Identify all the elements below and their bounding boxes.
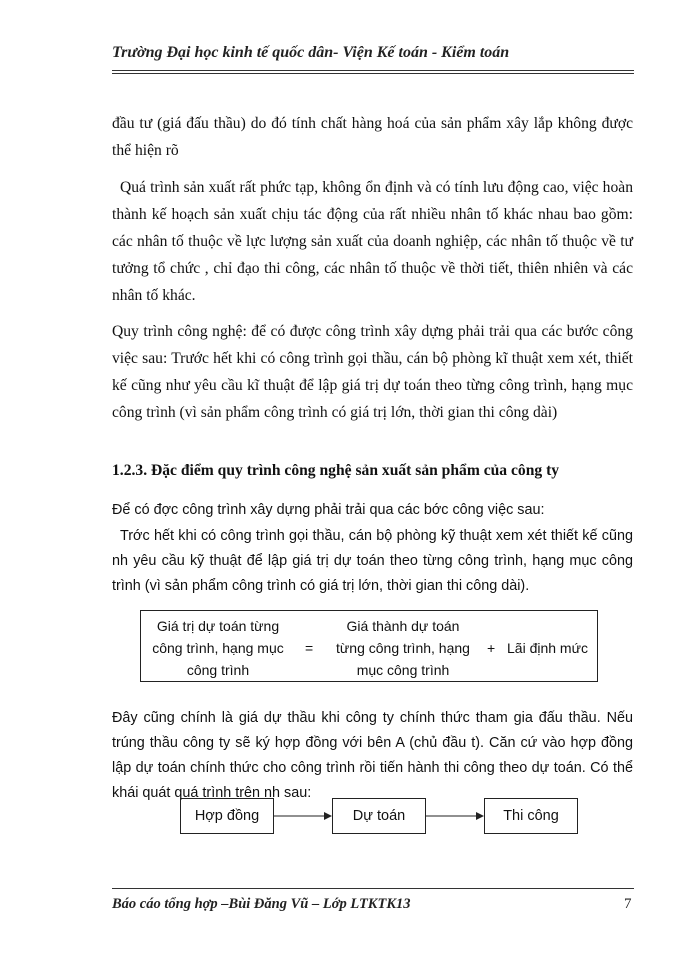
sans-paragraph-3: Đây cũng chính là giá dự thầu khi công ty chính thức tham gia đấu thầu. Nếu trúng thầu công ty sẽ ký hợp đồng với bên A (chủ đầu t). Căn cứ vào hợp đồng lập dự toán chính thức cho công trình rồi tiến hành thi công theo dự toán. Có thể khái quát quá trình trên nh sau:	[112, 710, 633, 801]
paragraph-2: Quá trình sản xuất rất phức tạp, không ổn định và có tính lưu động cao, việc hoàn thành kế hoạch sản xuất chịu tác động của rất nhiều nhân tố khác nhau bao gồm: các nhân tố thuộc về lực lượng sản xuất của doanh nghiệp, các nhân tố thuộc về tư tưởng tổ chức , chỉ đạo thi công, các nhân tố thuộc về thời tiết, thiên nhiên và các nhân tố khác.	[112, 179, 633, 304]
paragraph-3: Quy trình công nghệ: để có được công trình xây dựng phải trải qua các bước công việc sau: Trước hết khi có công trình gọi thầu, cán bộ phòng kĩ thuật xem xét, thiết kế cũng như yêu cầu kĩ thuật để lập giá trị dự toán theo từng công trình, hạng mục công trình (vì sản phẩm công trình có giá trị lớn, thời gian thi công dài)	[112, 323, 633, 421]
header-rule-bottom	[112, 73, 634, 74]
formula-term-2-line-2: từng công trình, hạng	[336, 640, 470, 656]
paragraph-1: đầu tư (giá đấu thầu) do đó tính chất hàng hoá của sản phẩm xây lắp không được thể hiện rõ	[112, 115, 633, 159]
formula-term-1	[143, 615, 293, 681]
page-header-title: Trường Đại học kinh tế quốc dân- Viện Kế toán - Kiểm toán	[112, 44, 510, 61]
cost-formula-box	[140, 610, 598, 682]
flow-step-contract: Hợp đồng	[180, 798, 274, 834]
formula-term-2	[325, 615, 481, 681]
flow-step-construction: Thi công	[484, 798, 578, 834]
formula-term-1-line-1: Giá trị dự toán từng	[156, 618, 280, 634]
flow-step-estimate: Dự toán	[332, 798, 426, 834]
formula-plus: +	[487, 640, 496, 656]
page-number: 7	[624, 896, 632, 912]
formula-term-2-line-1: Giá thành dự toán	[346, 618, 460, 634]
formula-term-1-line-2: công trình, hạng mục	[152, 640, 284, 656]
footer-rule	[112, 888, 634, 889]
sans-paragraph-1: Để có đợc công trình xây dựng phải trải qua các bớc công việc sau:	[112, 502, 545, 518]
formula-equals: =	[305, 640, 314, 656]
sans-paragraph-2: Trớc hết khi có công trình gọi thầu, cán bộ phòng kỹ thuật xem xét thiết kế cũng nh yêu cầu kỹ thuật để lập giá trị dự toán theo từng công trình, hạng mục công trình (vì sản phẩm công trình có giá trị lớn, thời gian thi công dài).	[112, 528, 633, 594]
section-heading: 1.2.3. Đặc điểm quy trình công nghệ sản xuất sản phẩm của công ty	[112, 462, 560, 479]
footer-text: Báo cáo tổng hợp –Bùi Đăng Vũ – Lớp LTKTK13	[112, 896, 411, 912]
formula-term-1-line-3: công trình	[186, 662, 250, 678]
formula-term-2-line-3: mục công trình	[356, 662, 450, 678]
formula-term-3: Lãi định mức	[507, 640, 588, 656]
header-rule-top	[112, 70, 634, 71]
